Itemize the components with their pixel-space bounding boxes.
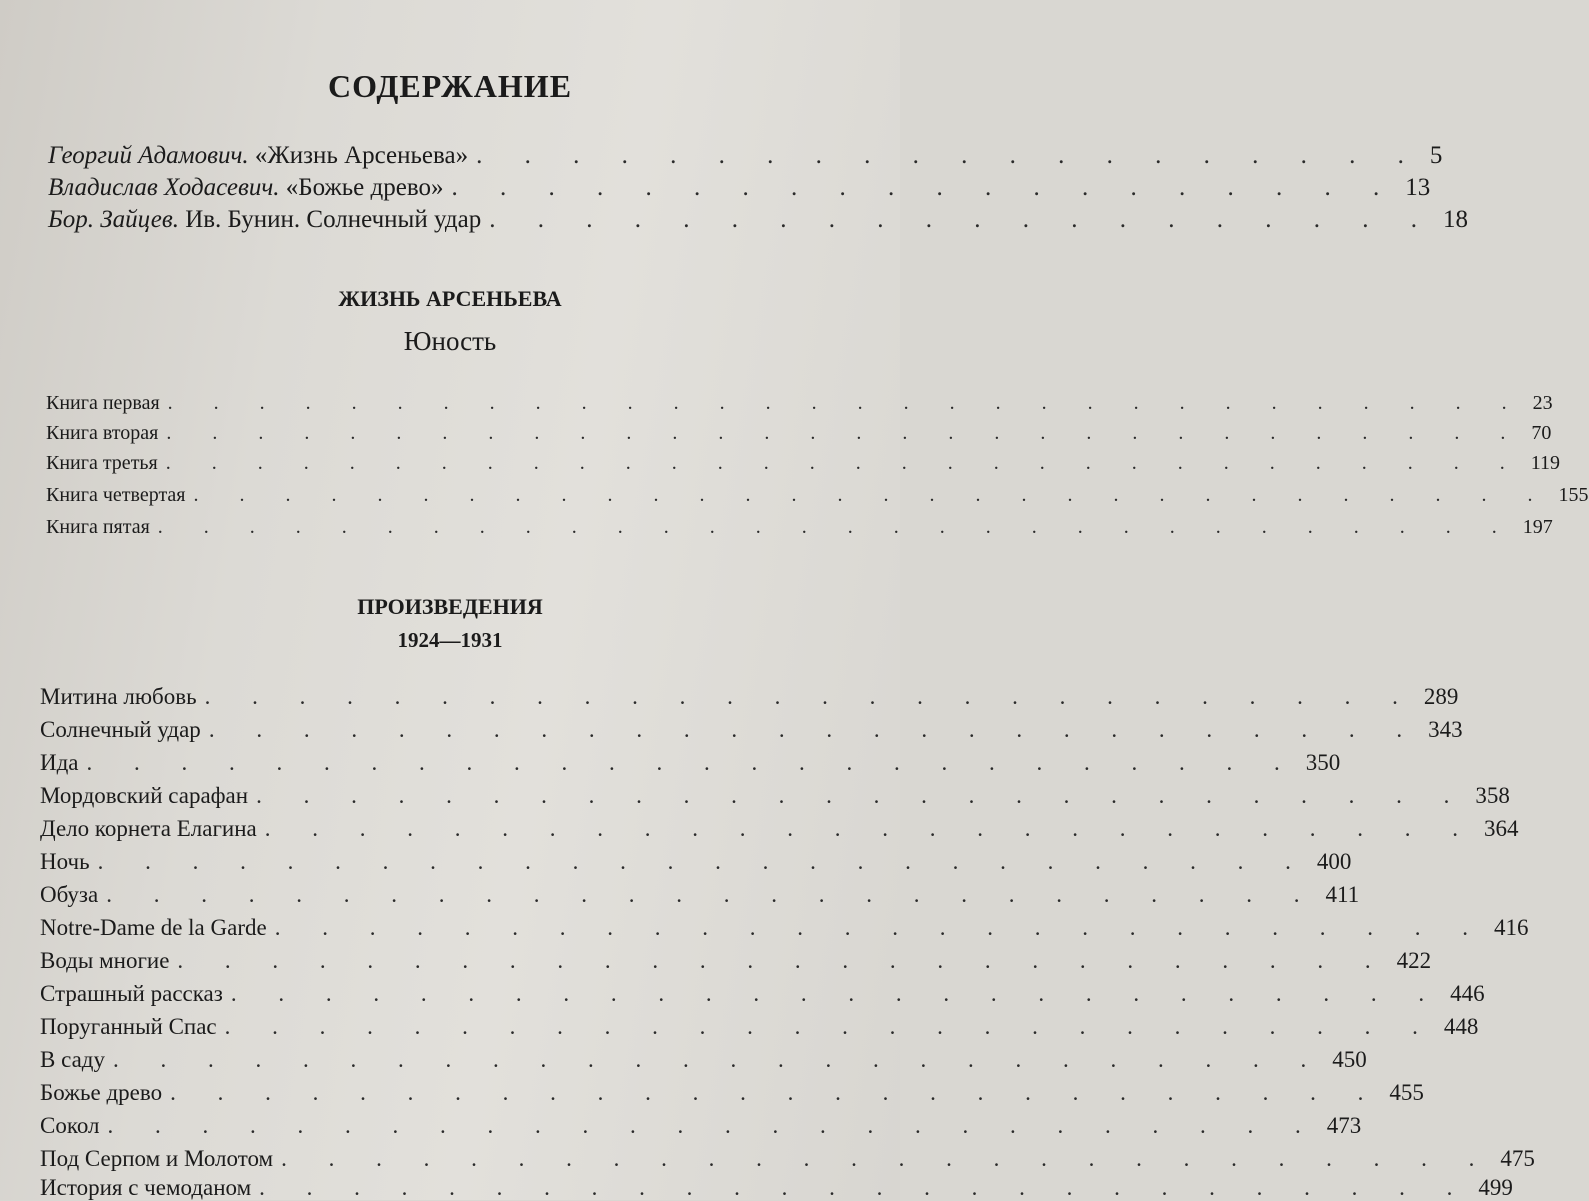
leader-dots: . . . . . . . . . . . . . . . . . . . . . . . . . . . . . . [157, 516, 1515, 538]
entry-title: «Божье древо» [285, 174, 444, 201]
leader-dots: . . . . . . . . . . . . . . . . . . . . . . . . . . [208, 717, 1421, 742]
page-number: 289 [1423, 684, 1459, 709]
section-title: ПРОИЗВЕДЕНИЯ [357, 594, 543, 619]
entry-title: Ночь [40, 849, 90, 874]
page-number: 119 [1530, 452, 1561, 474]
leader-dots: . . . . . . . . . . . . . . . . . . . . . . . . . . . . . . [167, 392, 1525, 414]
entry-title: Книга первая [46, 392, 160, 414]
toc-entry [46, 516, 1553, 539]
page-number: 155 [1558, 484, 1589, 506]
contents-heading: СОДЕРЖАНИЕ [327, 68, 573, 104]
page-number: 23 [1532, 392, 1553, 414]
toc-entry [40, 1014, 1479, 1040]
toc-entry [40, 981, 1485, 1007]
entry-title: В саду [40, 1047, 105, 1072]
section-title: ЖИЗНЬ АРСЕНЬЕВА [338, 286, 562, 311]
entry-title: Книга третья [46, 452, 158, 474]
toc-entry [46, 484, 1589, 507]
entry-title: Дело корнета Елагина [40, 816, 257, 841]
leader-dots: . . . . . . . . . . . . . . . . . . . . . . . . . . [281, 1146, 1493, 1171]
entry-title: Страшный рассказ [40, 981, 223, 1006]
toc-entry [40, 783, 1510, 809]
toc-entry [40, 915, 1529, 941]
section-subtitle: 1924—1931 [397, 628, 503, 652]
leader-dots: . . . . . . . . . . . . . . . . . . . . [489, 206, 1435, 233]
page-number: 448 [1443, 1014, 1479, 1039]
toc-entry [40, 816, 1519, 842]
leader-dots: . . . . . . . . . . . . . . . . . . . . [476, 142, 1422, 169]
leader-dots: . . . . . . . . . . . . . . . . . . . . . . . . . . [224, 1014, 1436, 1039]
entry-title: Ив. Бунин. Солнечный удар [185, 206, 482, 233]
entry-title: Воды многие [40, 948, 170, 973]
toc-entry [40, 684, 1459, 710]
entry-title: Солнечный удар [40, 717, 201, 742]
leader-dots: . . . . . . . . . . . . . . . . . . . . . . . . . . [204, 684, 1416, 709]
entry-title: Notre-Dame de la Garde [40, 915, 267, 940]
page-number: 364 [1483, 816, 1519, 841]
leader-dots: . . . . . . . . . . . . . . . . . . . . . . . . . . [177, 948, 1389, 973]
leader-dots: . . . . . . . . . . . . . . . . . . . . . . . . . . . . . . [166, 422, 1524, 444]
toc-entry [48, 174, 1431, 202]
toc-entry [40, 1146, 1535, 1172]
page-number: 18 [1442, 206, 1468, 233]
leader-dots: . . . . . . . . . . . . . . . . . . . . . . . . . . [113, 1047, 1325, 1072]
page-number: 13 [1405, 174, 1431, 201]
entry-author: Владислав Ходасевич. [48, 174, 280, 201]
entry-title: Божье древо [40, 1080, 163, 1105]
page-number: 473 [1326, 1113, 1362, 1138]
toc-entry [40, 948, 1432, 974]
page-number: 450 [1332, 1047, 1367, 1072]
section-subtitle: Юность [403, 326, 497, 356]
page-number: 411 [1325, 882, 1360, 907]
toc-entry [40, 1080, 1424, 1106]
leader-dots: . . . . . . . . . . . . . . . . . . . . . . . . . . [107, 1113, 1319, 1138]
entry-title: Митина любовь [40, 684, 197, 709]
entry-title: Книга четвертая [46, 484, 186, 506]
entry-author: Бор. Зайцев. [48, 206, 179, 233]
page-number: 499 [1478, 1175, 1513, 1200]
page-number: 475 [1500, 1146, 1535, 1171]
entry-author: Георгий Адамович. [48, 142, 249, 169]
page-number: 70 [1531, 422, 1552, 444]
leader-dots: . . . . . . . . . . . . . . . . . . . . . . . . . . [259, 1175, 1471, 1200]
toc-entry [48, 142, 1443, 170]
page-number: 446 [1450, 981, 1485, 1006]
page-number: 343 [1428, 717, 1463, 742]
entry-title: Ида [40, 750, 79, 775]
page-number: 400 [1316, 849, 1352, 874]
toc-entry [40, 1175, 1513, 1201]
page-number: 416 [1493, 915, 1529, 940]
entry-title: Сокол [40, 1113, 100, 1138]
entry-title: Книга вторая [46, 422, 159, 444]
entry-title: Поруганный Спас [40, 1014, 217, 1039]
leader-dots: . . . . . . . . . . . . . . . . . . . . . . . . . . [230, 981, 1443, 1006]
entry-title: Обуза [40, 882, 99, 907]
toc-entry [46, 422, 1552, 445]
page-number: 455 [1389, 1080, 1424, 1105]
entry-title: «Жизнь Арсеньева» [254, 142, 469, 169]
entry-title: История с чемоданом [40, 1175, 252, 1200]
leader-dots: . . . . . . . . . . . . . . . . . . . . . . . . . . . . . . [193, 484, 1551, 506]
page-number: 422 [1396, 948, 1432, 973]
entry-title: Мордовский сарафан [40, 783, 249, 808]
toc-entry [46, 392, 1553, 415]
toc-entry [48, 206, 1468, 234]
toc-entry [40, 750, 1341, 776]
leader-dots: . . . . . . . . . . . . . . . . . . . . . . . . . . [106, 882, 1318, 907]
page-number: 197 [1522, 516, 1553, 538]
leader-dots: . . . . . . . . . . . . . . . . . . . . . . . . . . [97, 849, 1309, 874]
page-number: 5 [1429, 142, 1443, 169]
toc-entry [40, 717, 1463, 743]
toc-entry [46, 452, 1561, 475]
leader-dots: . . . . . . . . . . . . . . . . . . . . . . . . . . [170, 1080, 1382, 1105]
leader-dots: . . . . . . . . . . . . . . . . . . . . . . . . . . [274, 915, 1486, 940]
toc-entry [40, 1113, 1362, 1139]
leader-dots: . . . . . . . . . . . . . . . . . . . . [451, 174, 1398, 201]
leader-dots: . . . . . . . . . . . . . . . . . . . . . . . . . . [86, 750, 1298, 775]
leader-dots: . . . . . . . . . . . . . . . . . . . . . . . . . . . . . . [165, 452, 1523, 474]
page-number: 350 [1305, 750, 1341, 775]
leader-dots: . . . . . . . . . . . . . . . . . . . . . . . . . . [264, 816, 1476, 841]
toc-entry [40, 882, 1360, 908]
entry-title: Под Серпом и Молотом [40, 1146, 274, 1171]
entry-title: Книга пятая [46, 516, 150, 538]
leader-dots: . . . . . . . . . . . . . . . . . . . . . . . . . . [256, 783, 1468, 808]
page-number: 358 [1475, 783, 1510, 808]
toc-entry [40, 849, 1352, 875]
toc-entry [40, 1047, 1367, 1073]
